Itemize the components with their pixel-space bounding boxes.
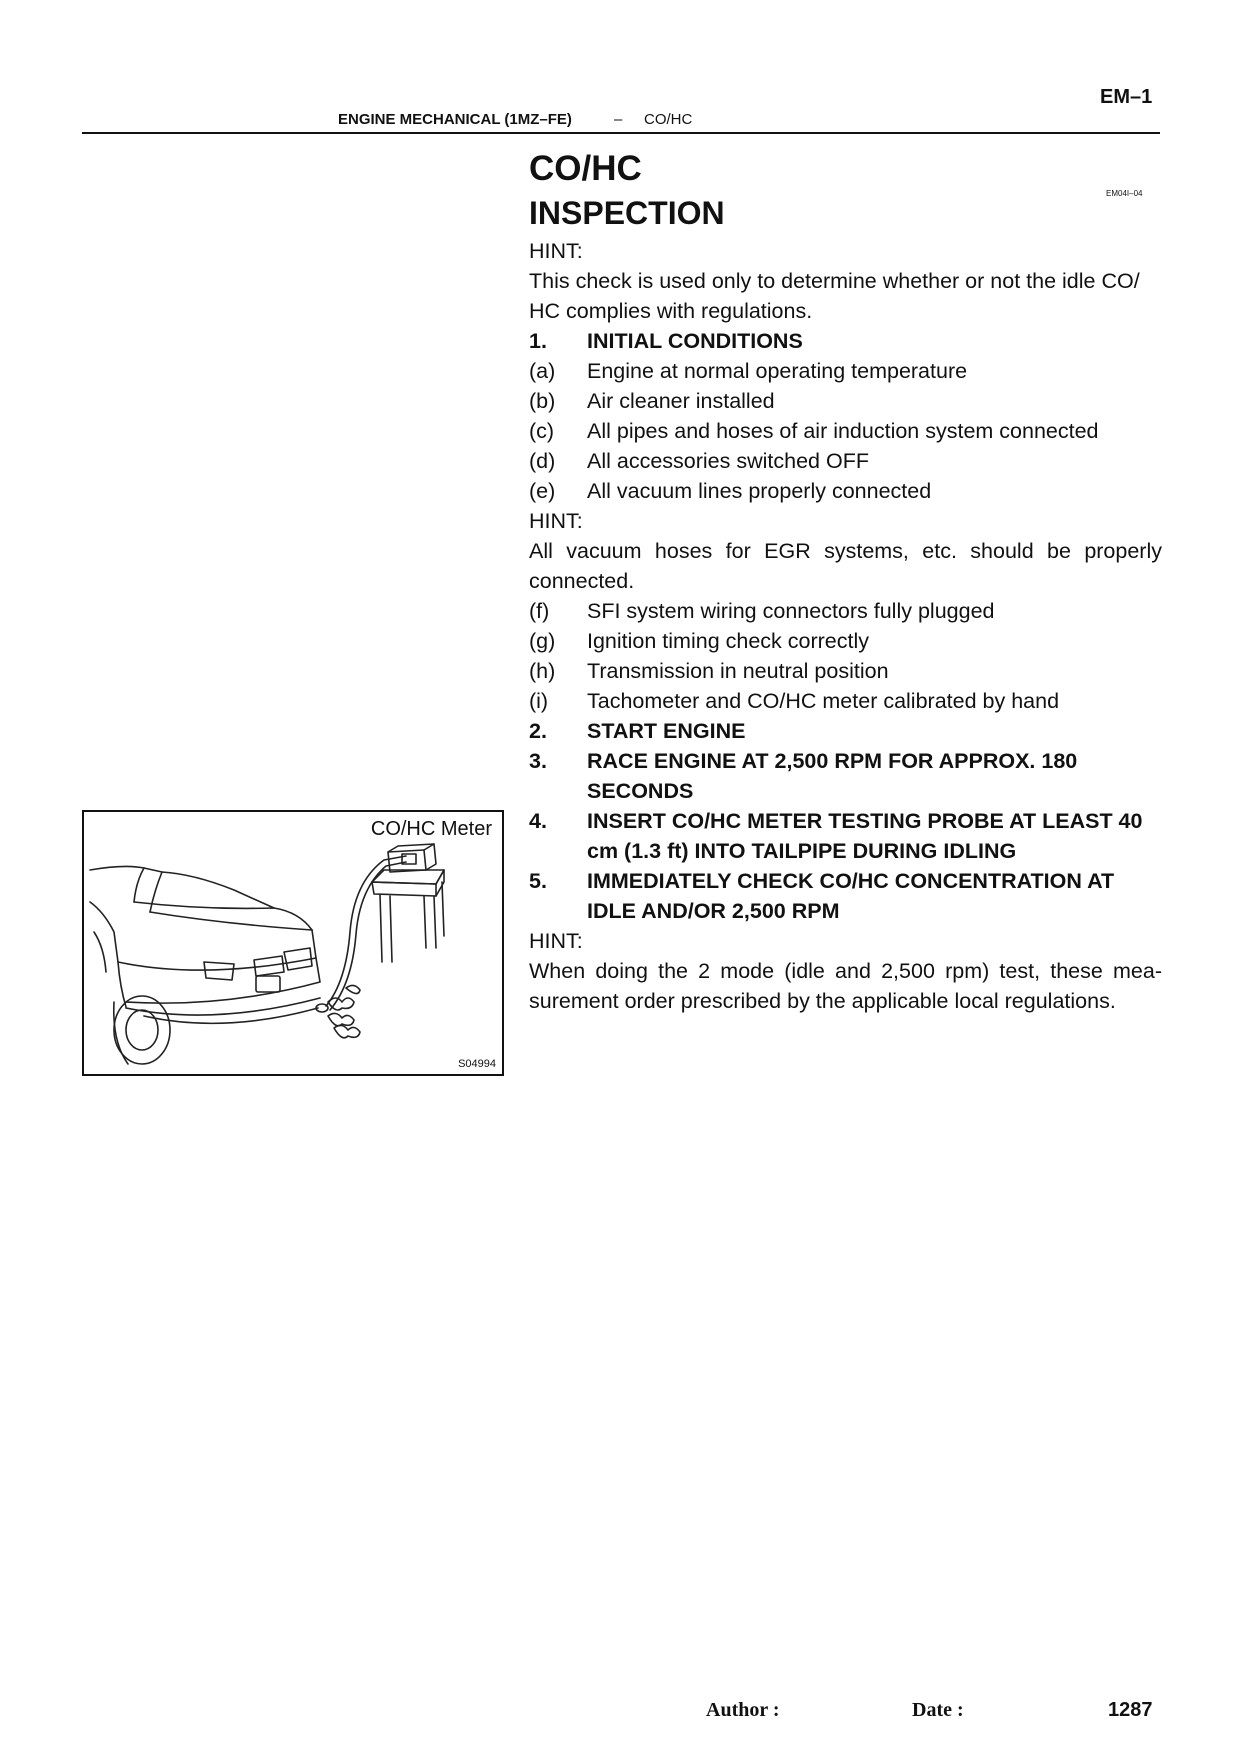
figure-id: S04994 — [458, 1058, 496, 1070]
header-rule — [82, 132, 1160, 134]
condition-text: All pipes and hoses of air induction system connected — [587, 419, 1099, 443]
condition-mark: (c) — [529, 419, 555, 443]
step-number: 2. — [529, 719, 547, 743]
condition-text: All vacuum lines properly connected — [587, 479, 932, 503]
car-exhaust-illustration — [84, 812, 502, 1074]
topic-title: CO/HC — [644, 111, 693, 128]
condition-text: Engine at normal operating temperature — [587, 359, 968, 383]
figure-box — [82, 810, 504, 1076]
page-code: EM–1 — [1100, 86, 1153, 108]
step-text: INSERT CO/HC METER TESTING PROBE AT LEAST 40 cm (1.3 ft) INTO TAILPIPE DURING IDLING — [587, 809, 1143, 863]
condition-text: SFI system wiring connectors fully plugged — [587, 599, 995, 623]
step-number: 4. — [529, 809, 547, 833]
condition-mark: (a) — [529, 359, 556, 383]
condition-text: All accessories switched OFF — [587, 449, 869, 473]
hint-label: HINT: — [529, 929, 583, 953]
doc-id: EM04I–04 — [1106, 189, 1143, 198]
header-separator: – — [614, 111, 623, 128]
condition-mark: (e) — [529, 479, 556, 503]
condition-mark: (b) — [529, 389, 556, 413]
page-number: 1287 — [1108, 1699, 1153, 1721]
step-number: 3. — [529, 749, 547, 773]
step-text: START ENGINE — [587, 719, 746, 743]
date-label: Date : — [912, 1699, 964, 1721]
figure-caption: CO/HC Meter — [370, 818, 492, 840]
step-text: IMMEDIATELY CHECK CO/HC CONCENTRATION AT IDLE AND/OR 2,500 RPM — [587, 869, 1115, 923]
intro-text: This check is used only to determine whether or not the idle CO/ HC complies with regulations. — [529, 269, 1140, 323]
section-title: ENGINE MECHANICAL (1MZ–FE) — [338, 111, 572, 128]
step-number: 1. — [529, 329, 547, 353]
condition-text: Ignition timing check correctly — [587, 629, 869, 653]
step-text: INITIAL CONDITIONS — [587, 329, 803, 353]
condition-mark: (d) — [529, 449, 556, 473]
condition-mark: (h) — [529, 659, 556, 683]
page-title: CO/HC — [529, 149, 642, 188]
condition-text: Air cleaner installed — [587, 389, 775, 413]
hint-label: HINT: — [529, 509, 583, 533]
step-number: 5. — [529, 869, 547, 893]
condition-mark: (g) — [529, 629, 556, 653]
author-label: Author : — [706, 1699, 780, 1721]
page-subtitle: INSPECTION — [529, 195, 725, 231]
hint-text: When doing the 2 mode (idle and 2,500 rpm) test, these mea- surement order prescribed by the applicable local regulations. — [529, 959, 1162, 1013]
hint-label: HINT: — [529, 239, 583, 263]
condition-mark: (f) — [529, 599, 550, 623]
step-text: RACE ENGINE AT 2,500 RPM FOR APPROX. 180 SECONDS — [587, 749, 1078, 803]
hint-text: All vacuum hoses for EGR systems, etc. should be properly connected. — [529, 539, 1162, 593]
condition-text: Transmission in neutral position — [587, 659, 889, 683]
condition-mark: (i) — [529, 689, 549, 713]
condition-text: Tachometer and CO/HC meter calibrated by hand — [587, 689, 1060, 713]
